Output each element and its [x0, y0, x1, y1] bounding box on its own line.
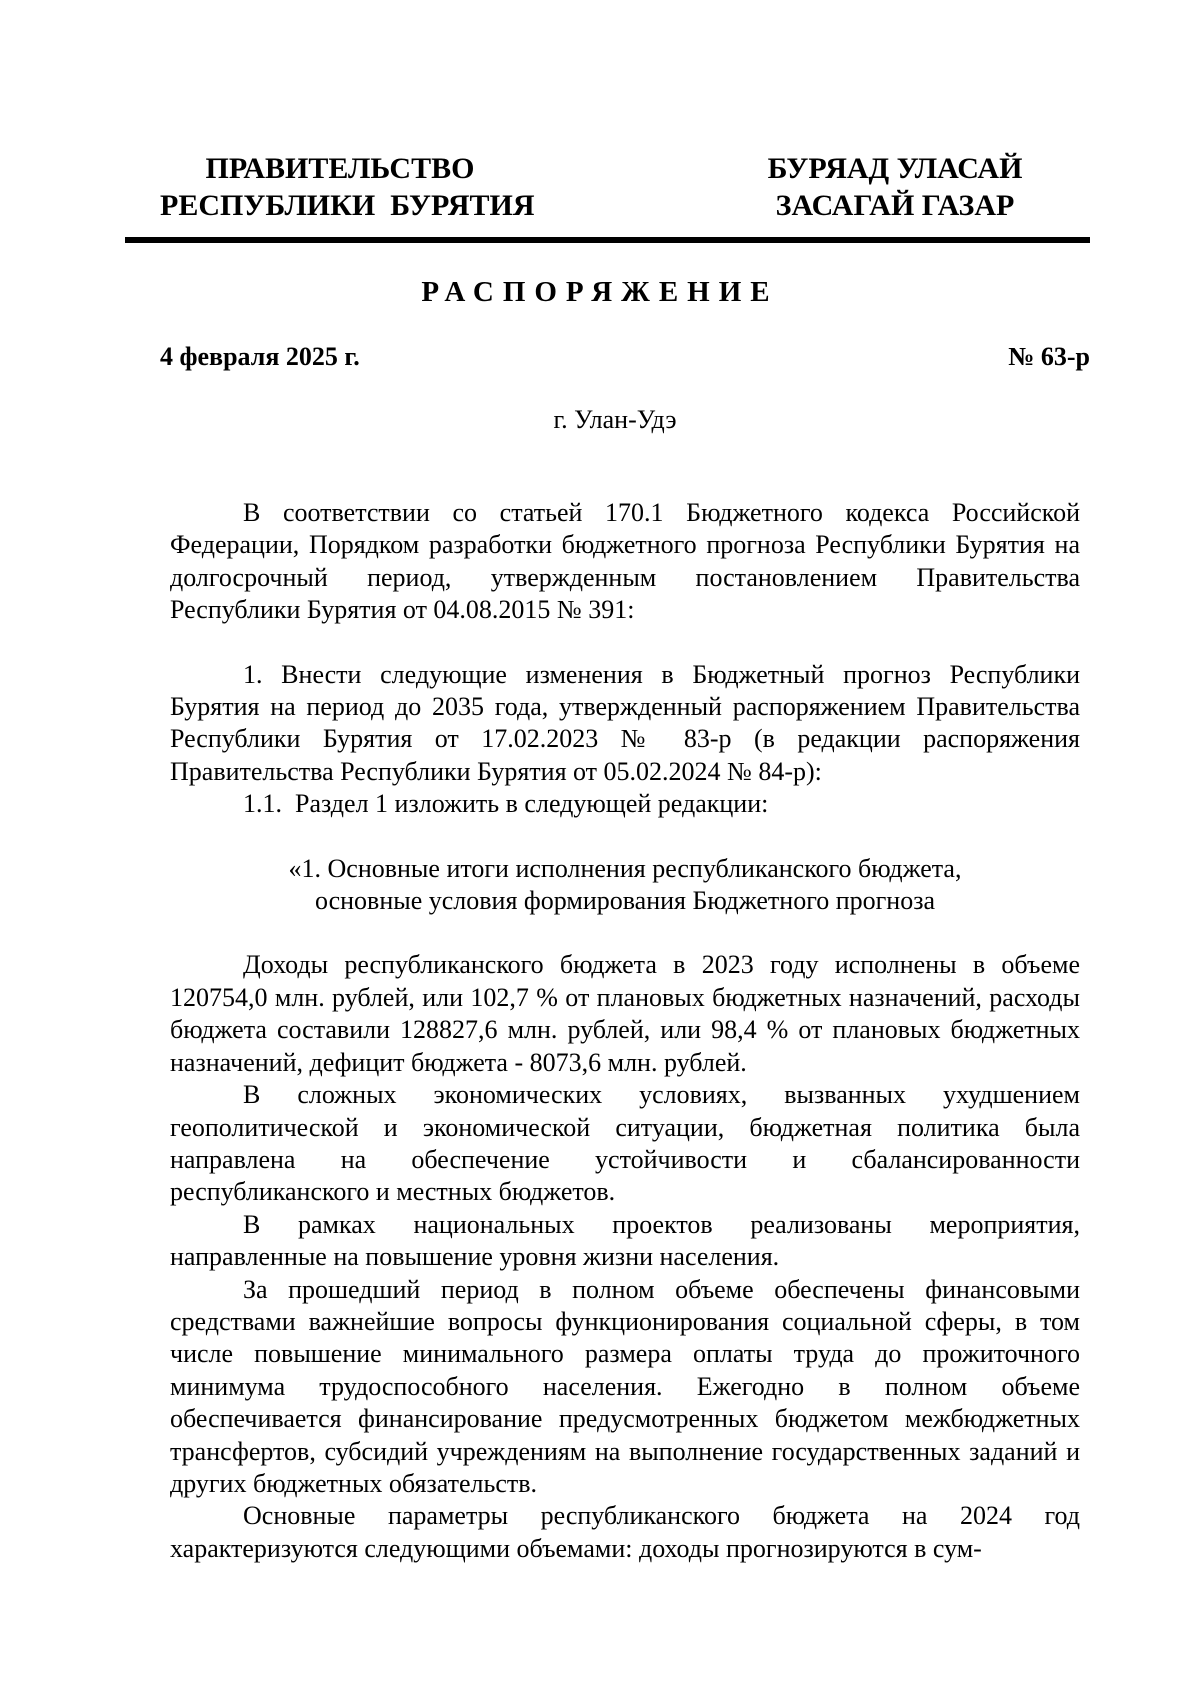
document-number: № 63-р: [1008, 342, 1090, 371]
issuer-buryat-line-2: ЗАСАГАЙ ГАЗАР: [775, 189, 1015, 222]
header-divider: [125, 237, 1090, 243]
intro-paragraph: В соответствии со статьей 170.1 Бюджетного кодекса Российской Федерации, Порядком разработки бюджетного прогноза Республики Бурятия на долгосрочный период, утвержденным постановлением Правительства Республики Бурятия от 04.08.2015 № 391:: [170, 498, 1080, 625]
issuer-russian-line-2: РЕСПУБЛИКИ БУРЯТИЯ: [160, 189, 535, 222]
document-date: 4 февраля 2025 г.: [160, 342, 360, 371]
paragraph-budget-results: Доходы республиканского бюджета в 2023 году исполнены в объеме 120754,0 млн. рублей, или 102,7 % от плановых бюджетных назначений, расходы бюджета составили 128827,6 млн. рублей, или 98,4 % от плановых бюджетных назначений, дефицит бюджета - 8073,6 млн. рублей.: [170, 950, 1080, 1077]
issuer-russian: [160, 150, 535, 224]
section-title-line-2: основные условия формирования Бюджетного прогноза: [314, 886, 936, 916]
paragraph-social-sphere: За прошедший период в полном объеме обеспечены финансовыми средствами важнейшие вопросы функционирования социальной сферы, в том числе повышение минимального размера оплаты труда до прожиточного минимума трудоспособного населения. Ежегодно в полном объеме обеспечивается финансирование предусмотренных бюджетом межбюджетных трансфертов, субсидий учреждениям на выполнение государственных заданий и других бюджетных обязательств.: [170, 1274, 1080, 1498]
document-body: [170, 497, 1080, 1565]
item-1-1-paragraph: 1.1. Раздел 1 изложить в следующей редакции:: [243, 789, 769, 819]
document-type: РАСПОРЯЖЕНИЕ: [421, 276, 779, 308]
issuer-russian-line-1: ПРАВИТЕЛЬСТВО: [205, 152, 475, 185]
paragraph-national-projects: В рамках национальных проектов реализованы мероприятия, направленные на повышение уровня жизни населения.: [170, 1209, 1080, 1272]
item-1-paragraph: 1. Внести следующие изменения в Бюджетный прогноз Республики Бурятия на период до 2035 года, утвержденный распоряжением Правительства Республики Бурятия от 17.02.2023 № 83-р (в редакции распоряжения Правительства Республики Бурятия от 05.02.2024 № 84-р):: [170, 659, 1080, 786]
issuer-buryat: [760, 150, 1030, 224]
paragraph-economic-conditions: В сложных экономических условиях, вызванных ухудшением геополитической и экономической ситуации, бюджетная политика была направлена на обеспечение устойчивости и сбалансированности республиканского и местных бюджетов.: [170, 1080, 1080, 1207]
section-title-line-1: «1. Основные итоги исполнения республиканского бюджета,: [288, 853, 962, 883]
document-city: г. Улан-Удэ: [553, 405, 677, 434]
paragraph-budget-parameters: Основные параметры республиканского бюджета на 2024 год характеризуются следующими объемами: доходы прогнозируются в сум-: [170, 1501, 1080, 1563]
issuer-buryat-line-1: БУРЯАД УЛАСАЙ: [767, 152, 1023, 185]
